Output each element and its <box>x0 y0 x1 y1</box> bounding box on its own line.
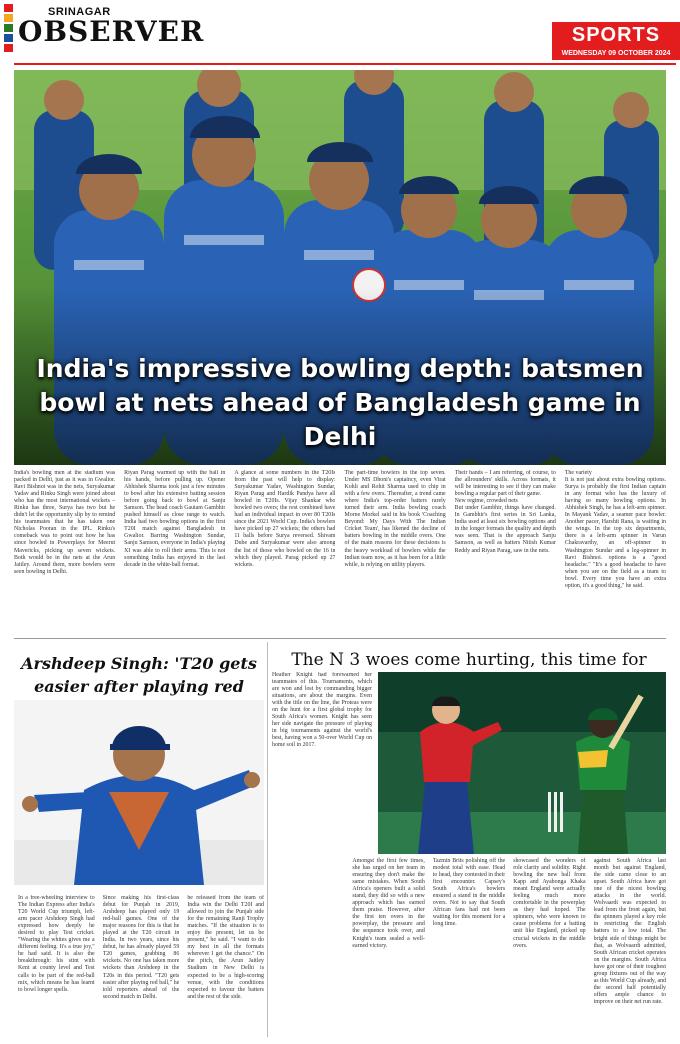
arshdeep-photo <box>14 700 264 885</box>
lead-column <box>14 470 115 635</box>
masthead-city: SRINAGAR <box>48 6 111 18</box>
flag-swatch <box>4 14 13 22</box>
africa-column <box>594 810 666 1040</box>
flag-strip <box>4 4 14 52</box>
africa-intro: Heather Knight had forewarned her teammates of this. Tournaments, which are won and lost by commanding bigger situations, are about the margins. Even with the title on the line, the Proteas were on the hunt for a first global trophy for South Africa's women. Knight has seen her side navigate the pressure of playing in big tournaments against the world's best, having won a 50-over World Cup on home soil in 2017. <box>272 672 372 749</box>
lead-column-text: India's bowling men at the stadium was packed in Delhi, just as it was in Gwalior. Ravi Bishnoi was in the nets, Suryakumar Yadav and Rinku Singh were joined about who has the most international wickets – Rinku has three, Surya has two but he didn't let the opportunity slip by to remind his teammates that he has taken one Nicholas Pooran in the IPL. Rinku's comeback was to point out how he has since bowled in Powerplays for Meerut Mavericks, picking up seven wickets. Both would be in the nets at the Arun Jaitley. Around them, more bowlers were seen bowling in Delhi. <box>14 470 116 575</box>
africa-headline: The N 3 woes come hurting, this time for <box>291 650 647 670</box>
africa-column-text: against South Africa last month but against England, the side came close to an upset. South Africa have got one of the nicest bowling attacks in the world. Wolvaardt was expected to lead from the front again, but the spinners played a key role in restricting the English batters to a low total. <box>593 858 666 935</box>
lead-column-text: A glance at some numbers in the T20Is from the past will help to display: Suryakumar Yadav, Washington Sundar, Riyan Parag and Hardik Pandya have all bowled in T20Is. Vijay Shankar who bowled two overs; the rest combined have had an individual impact in over 80 T20Is since the 2021 World Cup. India's bowlers have picked up 27 wickets; the others had 11 balls before Surya reversed. Shivam Dube and Suryakumar were also among the list of those who bowled on the 16 in which they played. Parag picked up 27 wickets. <box>234 470 336 568</box>
arshdeep-column-text: Since making his first-class debut for Punjab in 2019, Arshdeep has played only 19 red-ball games. One of the major reasons for this is that he played at the T20 circuit in India. In two years, since his debut, he has already played 59 T20 games, grabbing 86 wickets. No one has taken more wickets than Arshdeep in the T20s in this period. "T20 gets easier after playing red ball," he told reporters ahead of the second match in Delhi. <box>102 895 180 1000</box>
africa-column <box>272 810 344 1040</box>
section-tab: SPORTS <box>552 22 680 48</box>
lead-column <box>455 470 556 635</box>
africa-column <box>513 810 585 1040</box>
lead-column <box>234 470 335 635</box>
flag-swatch <box>4 34 13 42</box>
lead-column-text: The part-time bowlers in the top seven. Under MS Dhoni's captaincy, even Virat Kohli and Rohit Sharma used to chip in with a few overs. Thereafter, a trend came where India's top-order batters rarely turned their arm. India bowling coach Morne Morkel said in his book 'Coaching Beyond: My Days With The Indian Cricket Team', has likened the decline of batters bowling in the middle overs. One of the main reasons for these decisions is the heavy workload of bowlers while the Indian team now, as it has been for a little while, is relying on utility players. <box>344 470 446 568</box>
lead-column-text: Their hands – I am referring, of course, to the allrounders' skills. Across formats, it will be interesting to see if they can make bowling a regular part of their game. New regime, crowded nets But under Gambhir, things have changed. In Gambhir's first series in Sri Lanka, India used at least six bowling options and in the longer formats the quality and depth was seen. That is the approach Sanju Samson, as well as batters Nitish Kumar Reddy and Riyan Parag, saw in the nets. <box>454 470 556 554</box>
arshdeep-column <box>187 895 264 1040</box>
africa-column-text: showcased the wonders of role clarity and solidity. Right bowling the new ball from Kapp and Ayabonga Khaka meant England were actually feeling much more comfortable in the powerplay as they had hoped. The spinners, who were known to cause problems for a batting unit like England, picked up crucial wickets in the middle overs. <box>513 858 586 949</box>
africa-column-text: The bright side of things might be that, as Wolvaardt admitted, South African cricket operates on the margins. South Africa have got one of their toughest group fixtures out of the way as this World Cup already, and the second half potentially offers ample chance to improve on their net run rate. <box>593 928 666 1005</box>
arshdeep-column <box>18 895 95 1040</box>
africa-column <box>352 810 424 1040</box>
lead-column-text: The variety It is not just about extra bowling options. Surya is probably the first Indian captain in any format who has the luxury of having so many bowling options. In Abhishek Singh, he has a left-arm spinner. In Mayank Yadav, a seamer pace bowler. Another pacer, Harshit Rana, is waiting in the wings. In the top six departments, there is a left-arm spinner in Varun Chakravarthy, an off-spinner in Washington Sundar and a leg-spinner in Ravi Bishnoi. options is a "good headache." "It's a good headache to have when you are on the field as a team to bowl. Every time you have an extra option, it's a good thing," he said. <box>564 470 666 589</box>
top-rule <box>14 63 676 65</box>
arshdeep-column-text: In a free-wheeling interview to The Indian Express after India's T20 World Cup triumph, left-arm pacer Arshdeep Singh had expressed how deeply he desired to play Test cricket. "Wearing the whites gives me a different feeling. It's a true joy," he had said. It is also the breakthrough: his stint with Kent at county level and Test calls to be part of the red-ball mix, which means he has learnt to bowl longer spells. <box>18 895 95 993</box>
masthead-name: OBSERVER <box>18 15 205 48</box>
flag-swatch <box>4 44 13 52</box>
dateline: WEDNESDAY 09 OCTOBER 2024 <box>552 48 680 60</box>
arshdeep-story <box>18 895 264 1040</box>
africa-column-text: Tazmin Brits polishing off the modest total with ease. Head to head, they contested in their first encounter. Capsey's South Africa's bowlers ensured a stand in the middle overs. Not to say that South African fans had not been waiting for this moment for a long time. <box>432 858 506 928</box>
masthead-logo <box>18 3 278 53</box>
arshdeep-photo-svg <box>14 700 264 885</box>
flag-swatch <box>4 24 13 32</box>
lead-column <box>124 470 225 635</box>
lead-column <box>565 470 666 635</box>
africa-story <box>272 810 666 1040</box>
lead-headline: India's impressive bowling depth: batsmen bowl at nets ahead of Bangladesh game in Delhi <box>36 354 644 451</box>
africa-column <box>433 810 505 1040</box>
lead-column-text: Riyan Parag warmed up with the ball in his hands, before pulling up. Opener Abhishek Sharma took just a few minutes to bowl after his extensive batting session before going back to bowl at Sanju Samson. The head coach Gautam Gambhir pushed himself as close range to watch. India had two bowling options in the first T20I match against Bangladesh in Gwalior. Barring Washington Sundar, Sanju Samson, everyone in India's playing XI was able to roll their arms. This is not something India has enjoyed in the last decade in the white-ball format. <box>124 470 226 568</box>
arshdeep-headline: Arshdeep Singh: 'T20 gets easier after playing red <box>21 654 257 696</box>
flag-swatch <box>4 4 13 12</box>
arshdeep-column <box>103 895 180 1040</box>
arshdeep-column-text: be released from the team of India win the Delhi T20I and allowed to join the Punjab side for the remaining Ranji Trophy matches. "If the situation is to enjoy the present, let us be present," he said. "I want to do my best in all the formats wherever I get the chance." On the pitch, the Arun Jaitley Stadium in New Delhi is expected to be a high-scoring venue, with the conditions expected to favour the batters and the rest of the side. <box>187 895 264 1000</box>
section-divider <box>14 638 666 639</box>
africa-column-text: Amongst the first few times, she has urged on her team in ensuring they don't make the same mistakes. When South Africa's openers built a solid stand, they did so with a new approach which has earned them praise. However, after the first ten overs in the powerplay, the pressure and the sequence took over, and Knight's team sealed a well-earned victory. <box>352 858 425 949</box>
lead-column <box>344 470 445 635</box>
lead-story <box>14 470 666 635</box>
column-divider <box>267 642 268 1037</box>
